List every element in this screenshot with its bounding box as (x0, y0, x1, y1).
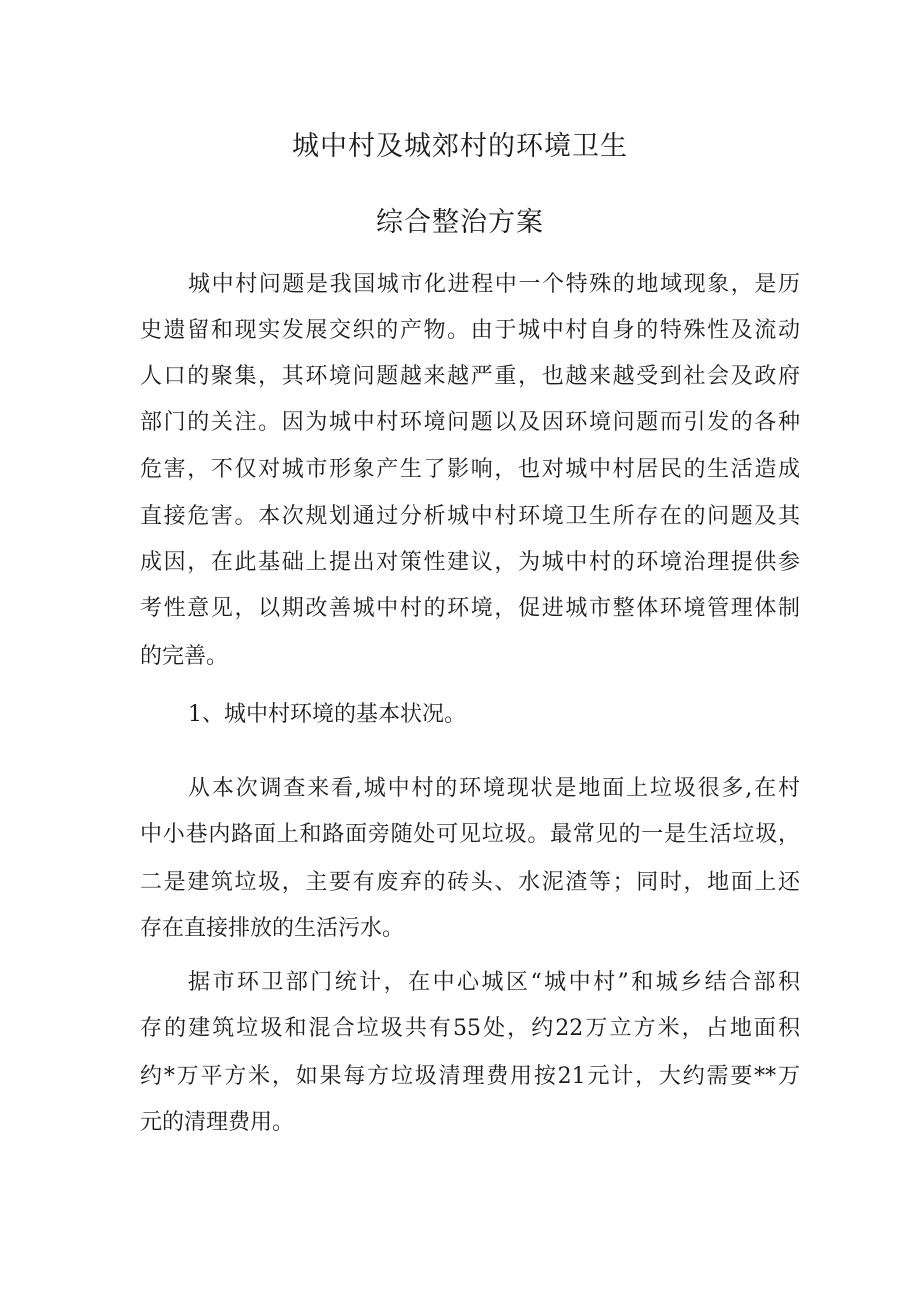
paragraph-1-line-1: 城中村问题是我国城市化进程中一个特殊的地域现象，是历 (188, 272, 800, 297)
paragraph-2-line-4: 存在直接排放的生活污水。 (140, 916, 405, 941)
paragraph-2-line-3: 二是建筑垃圾，主要有废弃的砖头、水泥渣等；同时，地面上还 (140, 870, 800, 895)
section-heading-1: 1、城中村环境的基本状况。 (188, 702, 466, 727)
paragraph-3-line-4: 元的清理费用。 (140, 1110, 295, 1135)
paragraph-2-line-1: 从本次调查来看,城中村的环境现状是地面上垃圾很多,在村 (188, 776, 800, 801)
paragraph-1-line-7: 成因，在此基础上提出对策性建议，为城中村的环境治理提供参 (140, 550, 800, 575)
paragraph-1-line-2: 史遗留和现实发展交织的产物。由于城中村自身的特殊性及流动 (140, 318, 800, 343)
paragraph-1-line-6: 直接危害。本次规划通过分析城中村环境卫生所存在的问题及其 (140, 504, 800, 529)
paragraph-1-line-8: 考性意见，以期改善城中村的环境，促进城市整体环境管理体制 (140, 596, 800, 621)
paragraph-1-line-3: 人口的聚集，其环境问题越来越严重，也越来越受到社会及政府 (140, 364, 800, 389)
paragraph-3-line-3: 约*万平方米，如果每方垃圾清理费用按21元计，大约需要**万 (140, 1064, 800, 1089)
paragraph-2-line-2: 中小巷内路面上和路面旁随处可见垃圾。最常见的一是生活垃圾， (140, 822, 800, 847)
document-title-line-1: 城中村及城郊村的环境卫生 (292, 131, 628, 162)
paragraph-3-line-2: 存的建筑垃圾和混合垃圾共有55处，约22万立方米，占地面积 (140, 1016, 800, 1041)
paragraph-1-line-5: 危害，不仅对城市形象产生了影响，也对城中村居民的生活造成 (140, 457, 800, 482)
paragraph-3-line-1: 据市环卫部门统计，在中心城区“城中村”和城乡结合部积 (188, 970, 800, 995)
paragraph-1-line-4: 部门的关注。因为城中村环境问题以及因环境问题而引发的各种 (140, 410, 800, 435)
paragraph-1-line-9: 的完善。 (140, 644, 229, 669)
document-title-line-2: 综合整治方案 (376, 207, 544, 238)
